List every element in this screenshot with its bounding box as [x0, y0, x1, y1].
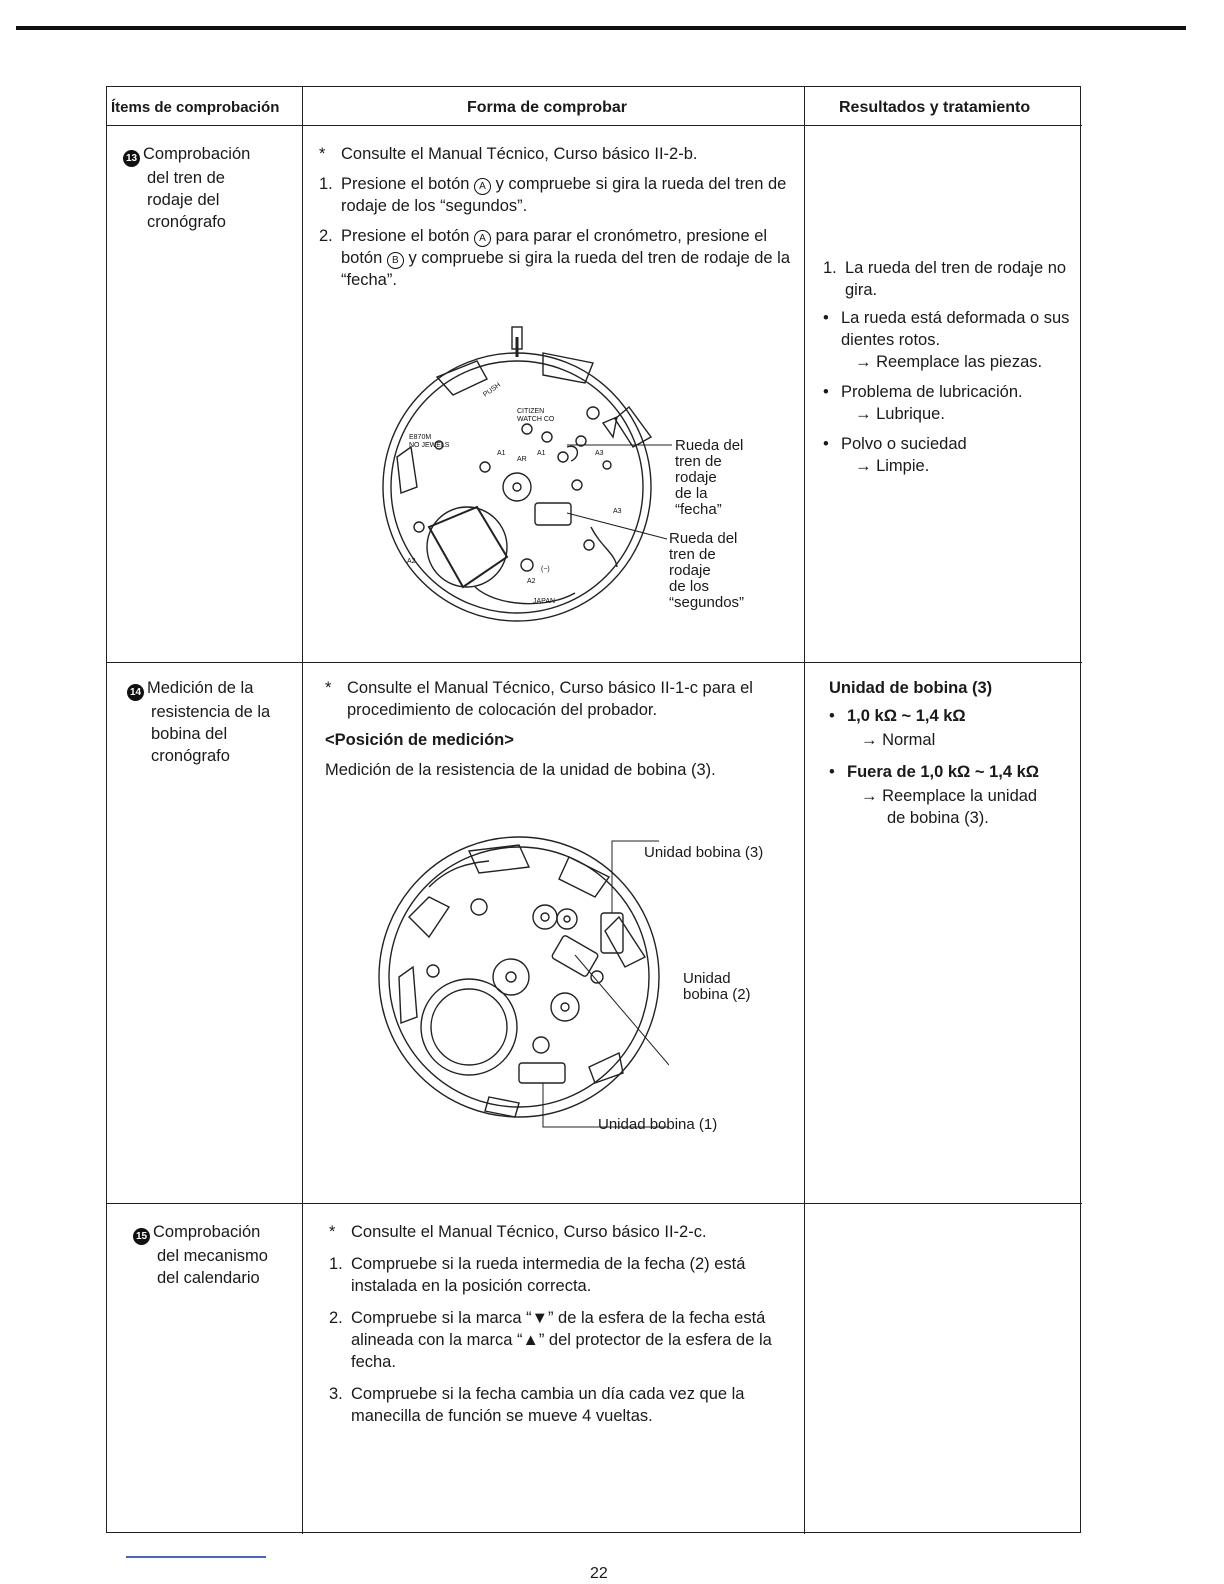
- out-action: de bobina (3).: [887, 809, 989, 827]
- bullet: •: [823, 309, 829, 327]
- button-a-symbol: A: [474, 230, 491, 247]
- step-text: Presione el botón: [341, 227, 475, 245]
- bullet: •: [823, 383, 829, 401]
- label-line: tren de: [675, 453, 722, 470]
- step-text: Compruebe si la marca “▼” de la esfera de la fecha está alineada con la marca “▲” del protector de la esfera de la fecha.: [351, 1309, 772, 1371]
- result-number: 1.: [823, 259, 837, 277]
- row13-item-line: del tren de: [147, 169, 225, 187]
- step-text: y compruebe si gira la rueda del tren de rodaje de los “segundos”.: [341, 175, 787, 215]
- label-line: de la: [675, 485, 708, 502]
- row13-item-line: rodaje del: [147, 191, 220, 209]
- label-line: de los: [669, 578, 710, 595]
- row14-item-line: cronógrafo: [151, 747, 230, 765]
- result-action: Limpie.: [876, 457, 930, 475]
- label-line: Rueda del: [669, 530, 738, 547]
- bullet: •: [829, 763, 835, 781]
- row14-item-line: resistencia de la: [151, 703, 271, 721]
- row14-description: Medición de la resistencia de la unidad de bobina (3).: [325, 761, 716, 779]
- step-number: 2.: [319, 227, 333, 245]
- note-star: *: [325, 679, 332, 697]
- diagram-engraving: E870M: [409, 434, 432, 441]
- step-number: 1.: [319, 175, 333, 193]
- row15-note: Consulte el Manual Técnico, Curso básico II-2-c.: [351, 1223, 707, 1241]
- coil-1-shape: [519, 1063, 565, 1083]
- arrow-icon: →: [861, 787, 878, 805]
- diagram-engraving: JAPAN: [533, 598, 556, 605]
- row14-method: [325, 677, 797, 781]
- arrow-icon: →: [855, 405, 872, 423]
- bullet: •: [829, 707, 835, 725]
- row13-results: [823, 257, 1073, 485]
- row13-method: [319, 143, 791, 291]
- row13-item-line: cronógrafo: [147, 213, 226, 231]
- row15-number: 15: [133, 1228, 150, 1245]
- row14-number: 14: [127, 684, 144, 701]
- button-a-symbol: A: [474, 178, 491, 195]
- label-coil-1: Unidad bobina (1): [598, 1116, 718, 1133]
- step-number: 2.: [329, 1309, 343, 1327]
- check-table: [106, 86, 1081, 1533]
- step-number: 1.: [329, 1255, 343, 1273]
- page-number: 22: [590, 1566, 608, 1580]
- row15-item-line: del calendario: [157, 1269, 260, 1287]
- row13-item: [123, 143, 298, 233]
- row13-step-1: [319, 173, 791, 217]
- diagram-engraving: A3: [595, 450, 604, 457]
- diagram-engraving: WATCH CO: [517, 416, 555, 423]
- diagram-engraving: A2: [407, 558, 416, 565]
- diagram-engraving: (−): [541, 566, 550, 573]
- normal-range: 1,0 kΩ ~ 1,4 kΩ: [847, 707, 966, 725]
- footer-rule: [126, 1556, 266, 1558]
- step-text: Compruebe si la fecha cambia un día cada vez que la manecilla de función se mueve 4 vueltas.: [351, 1385, 745, 1425]
- label-line: bobina (2): [683, 986, 751, 1003]
- label-rueda-fecha: [675, 438, 743, 518]
- row15-item-line: del mecanismo: [157, 1247, 268, 1265]
- row14-note: Consulte el Manual Técnico, Curso básico II-1-c para el procedimiento de colocación del probador.: [347, 679, 753, 719]
- result-action: Reemplace las piezas.: [876, 353, 1043, 371]
- diagram-engraving: A3: [613, 508, 622, 515]
- row14-results: [829, 677, 1074, 829]
- label-coil-3: Unidad bobina (3): [644, 844, 764, 861]
- row15-step: [329, 1307, 801, 1373]
- step-text: Presione el botón: [341, 175, 475, 193]
- header-items: Ítems de comprobación: [111, 99, 280, 116]
- header-results: Resultados y tratamiento: [839, 99, 1031, 116]
- row-divider-1: [107, 662, 1082, 663]
- normal-action: Normal: [882, 731, 936, 749]
- row14-item: [127, 677, 299, 767]
- out-action: Reemplace la unidad: [882, 787, 1038, 805]
- note-star: *: [319, 145, 326, 163]
- row15-item-line: Comprobación: [153, 1223, 261, 1241]
- row15-step: [329, 1253, 801, 1297]
- col-divider-1: [302, 87, 303, 1534]
- label-line: “segundos”: [669, 594, 745, 611]
- diagram-engraving: A2: [527, 578, 536, 585]
- label-line: Unidad: [683, 970, 731, 987]
- movement-diagram-coils: [369, 827, 669, 1137]
- diagram-engraving: PUSH: [482, 381, 503, 399]
- label-line: “fecha”: [675, 501, 722, 518]
- result-text: La rueda está deformada o sus dientes rotos.: [841, 309, 1070, 349]
- label-line: rodaje: [675, 469, 717, 486]
- out-range: Fuera de 1,0 kΩ ~ 1,4 kΩ: [847, 763, 1040, 781]
- step-number: 3.: [329, 1385, 343, 1403]
- bullet: •: [823, 435, 829, 453]
- row13-note: Consulte el Manual Técnico, Curso básico II-2-b.: [341, 145, 698, 163]
- step-text: para parar el cronómetro, presione el botón: [341, 227, 768, 267]
- arrow-icon: →: [855, 353, 872, 371]
- diagram-engraving: AR: [517, 456, 527, 463]
- row-divider-2: [107, 1203, 1082, 1204]
- top-rule: [16, 26, 1186, 30]
- header-divider: [107, 125, 1082, 126]
- row15-item: [133, 1221, 301, 1289]
- button-b-symbol: B: [387, 252, 404, 269]
- label-rueda-segundos: [669, 531, 744, 611]
- arrow-icon: →: [861, 731, 878, 749]
- result-action: Lubrique.: [876, 405, 945, 423]
- result-text: Polvo o suciedad: [841, 435, 967, 453]
- row15-step: [329, 1383, 801, 1427]
- diagram-engraving: A1: [497, 450, 506, 457]
- coil-2-shape: [551, 935, 599, 978]
- result-text: Problema de lubricación.: [841, 383, 1023, 401]
- diagram-engraving: NO JEWELS: [409, 442, 450, 449]
- note-star: *: [329, 1223, 336, 1241]
- diagram-engraving: A1: [537, 450, 546, 457]
- label-line: Rueda del: [675, 437, 744, 454]
- row14-item-line: Medición de la: [147, 679, 254, 697]
- movement-outline: [383, 353, 651, 621]
- label-coil-2: [683, 971, 751, 1003]
- step-text: Compruebe si la rueda intermedia de la fecha (2) está instalada en la posición correcta.: [351, 1255, 746, 1295]
- row13-number: 13: [123, 150, 140, 167]
- result-text: La rueda del tren de rodaje no gira.: [845, 259, 1067, 299]
- step-text: y compruebe si gira la rueda del tren de rodaje de la “fecha”.: [341, 249, 791, 289]
- arrow-icon: →: [855, 457, 872, 475]
- leader-segundos: [567, 513, 667, 539]
- coil-heading: Unidad de bobina (3): [829, 679, 993, 697]
- diagram-engraving: CITIZEN: [517, 408, 545, 415]
- label-line: rodaje: [669, 562, 711, 579]
- row15-method: [329, 1221, 801, 1427]
- row14-subheading: <Posición de medición>: [325, 731, 514, 749]
- header-method: Forma de comprobar: [467, 99, 628, 116]
- row14-item-line: bobina del: [151, 725, 228, 743]
- col-divider-2: [804, 87, 805, 1534]
- label-line: tren de: [669, 546, 716, 563]
- row13-item-line: Comprobación: [143, 145, 251, 163]
- row13-step-2: [319, 225, 791, 291]
